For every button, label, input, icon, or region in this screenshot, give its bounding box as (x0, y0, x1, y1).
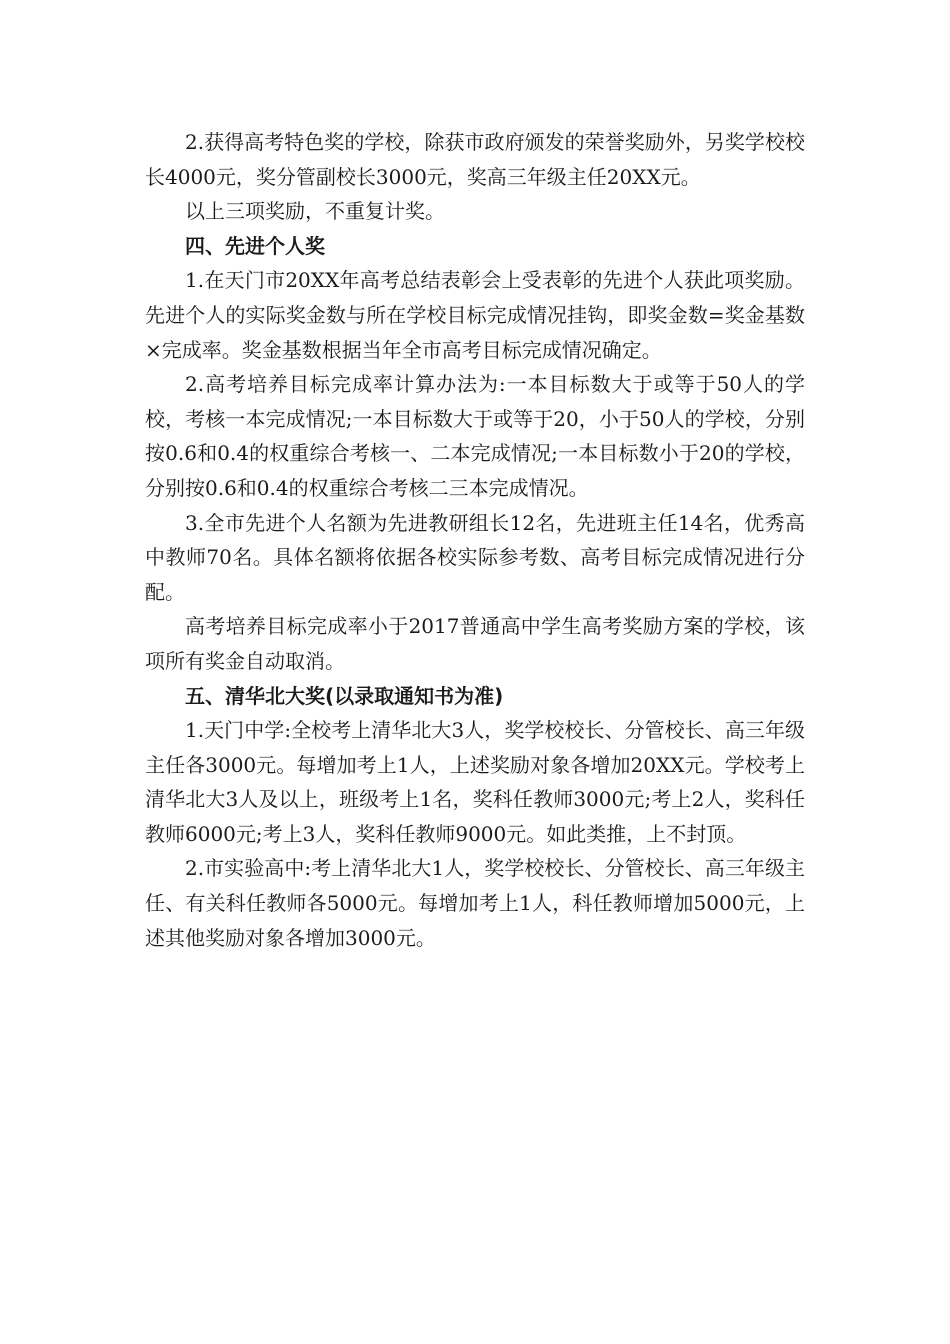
document-body (145, 125, 805, 955)
section4-heading-text: 四、先进个人奖 (185, 233, 325, 258)
paragraph-section5-item2: 2.市实验高中:考上清华北大1人，奖学校校长、分管校长、高三年级主任、有关科任教师各5000元。每增加考上1人，科任教师增加5000元，上述其他奖励对象各增加3000元。 (145, 856, 805, 950)
section5-heading-text: 五、清华北大奖 (185, 683, 325, 708)
paragraph-section3-item2: 2.获得高考特色奖的学校，除获市政府颁发的荣誉奖励外，另奖学校校长4000元，奖分管副校长3000元，奖高三年级主任20XX元。 (145, 130, 805, 189)
paragraph-section3-note: 以上三项奖励，不重复计奖。 (185, 199, 445, 224)
paragraph-section4-note: 高考培养目标完成率小于2017普通高中学生高考奖励方案的学校，该项所有奖金自动取消。 (145, 614, 805, 673)
section5-heading-note: (以录取通知书为准) (325, 683, 504, 708)
paragraph-section4-item3: 3.全市先进个人名额为先进教研组长12名，先进班主任14名，优秀高中教师70名。具体名额将依据各校实际参考数、高考目标完成情况进行分配。 (145, 510, 805, 604)
section4-heading (145, 229, 805, 264)
paragraph-section5-item1: 1.天门中学:全校考上清华北大3人，奖学校校长、分管校长、高三年级主任各3000元。每增加考上1人，上述奖励对象各增加20XX元。学校考上清华北大3人及以上，班级考上1名，奖科任教师3000元;考上2人，奖科任教师6000元;考上3人，奖科任教师9000元。如此类推，上不封顶。 (145, 718, 805, 846)
paragraph-section4-item1: 1.在天门市20XX年高考总结表彰会上受表彰的先进个人获此项奖励。先进个人的实际奖金数与所在学校目标完成情况挂钩，即奖金数=奖金基数×完成率。奖金基数根据当年全市高考目标完成情况确定。 (145, 268, 805, 362)
section5-heading (145, 679, 805, 714)
paragraph-section4-item2: 2.高考培养目标完成率计算办法为:一本目标数大于或等于50人的学校，考核一本完成情况;一本目标数大于或等于20，小于50人的学校，分别按0.6和0.4的权重综合考核一、二本完成情况;一本目标数小于20的学校，分别按0.6和0.4的权重综合考核二三本完成情况。 (145, 372, 805, 500)
